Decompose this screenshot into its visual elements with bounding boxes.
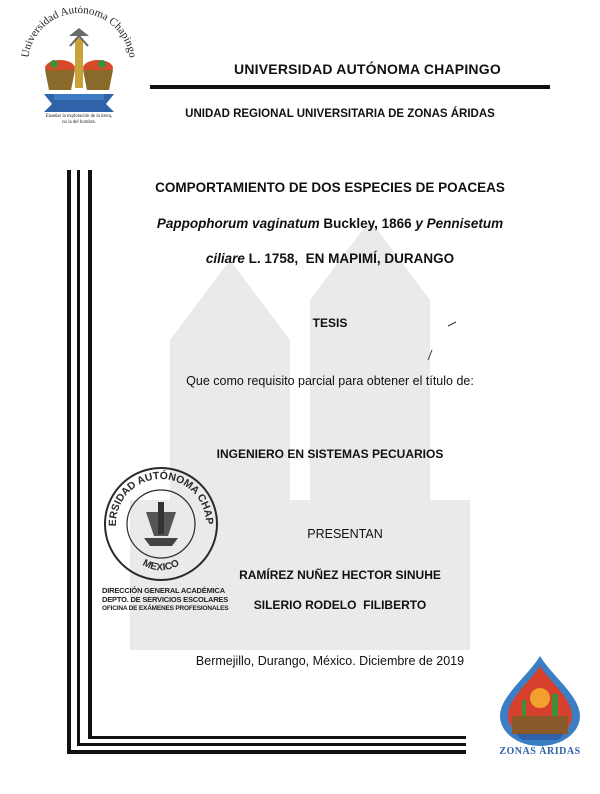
species-2-author-location: L. 1758, EN MAPIMÍ, DURANGO bbox=[244, 251, 455, 266]
species-1-author: Buckley, 1866 bbox=[319, 216, 416, 231]
species-2-genus: Pennisetum bbox=[422, 216, 504, 231]
stamp-bottom-text: MEXICO bbox=[140, 557, 182, 574]
svg-text:MEXICO bbox=[141, 558, 182, 574]
chapingo-emblem-icon bbox=[14, 6, 144, 118]
logo-motto-line1: Enseñar la explotación de la tierra, bbox=[45, 114, 113, 119]
frame-left-inner bbox=[88, 170, 92, 738]
species-2-epithet: ciliare bbox=[205, 251, 245, 266]
chapingo-logo bbox=[14, 6, 144, 136]
zonas-aridas-logo bbox=[492, 652, 588, 772]
stamp-line-1: DIRECCIÓN GENERAL ACADÉMICA bbox=[102, 586, 225, 595]
thesis-title-line2 bbox=[110, 216, 550, 231]
pen-mark-icon bbox=[420, 320, 460, 370]
zonas-aridas-drop-icon bbox=[492, 652, 588, 748]
thesis-title-line1: COMPORTAMIENTO DE DOS ESPECIES DE POACEAS bbox=[155, 180, 505, 195]
author-1: RAMÍREZ NUÑEZ HECTOR SINUHE bbox=[239, 568, 441, 582]
thesis-title-line3 bbox=[110, 251, 550, 266]
place-date: Bermejillo, Durango, México. Diciembre de 2019 bbox=[195, 654, 465, 668]
stamp-seal-icon bbox=[96, 462, 226, 584]
requirement-text: Que como requisito parcial para obtener el título de: bbox=[186, 374, 474, 388]
frame-left-outer bbox=[67, 170, 71, 754]
frame-left-middle bbox=[77, 170, 80, 746]
zonas-aridas-text: ZONAS ÁRIDAS bbox=[499, 746, 581, 757]
logo-motto bbox=[24, 114, 134, 126]
species-1-name: Pappophorum vaginatum bbox=[156, 216, 320, 231]
logo-arc-text: Universidad Autónoma Chapingo bbox=[19, 6, 139, 59]
frame-bottom-outer bbox=[67, 750, 466, 754]
present-label: PRESENTAN bbox=[307, 527, 383, 541]
university-name: UNIVERSIDAD AUTÓNOMA CHAPINGO bbox=[234, 61, 501, 77]
document-type: TESIS bbox=[312, 316, 348, 330]
stamp-arc-text: ERSIDAD AUTÓNOMA CHAP bbox=[106, 469, 216, 527]
header-divider bbox=[150, 85, 550, 89]
title-conjunction: y bbox=[415, 216, 423, 231]
frame-bottom-inner bbox=[88, 736, 466, 739]
author-2: SILERIO RODELO FILIBERTO bbox=[253, 598, 427, 612]
stamp-line-2: DEPTO. DE SERVICIOS ESCOLARES bbox=[102, 595, 229, 604]
logo-motto-line2: no la del hombre. bbox=[62, 120, 96, 125]
stamp-line-3: OFICINA DE EXÁMENES PROFESIONALES bbox=[102, 605, 229, 612]
degree-name: INGENIERO EN SISTEMAS PECUARIOS bbox=[216, 447, 444, 461]
frame-bottom-middle bbox=[77, 743, 466, 746]
unit-name: UNIDAD REGIONAL UNIVERSITARIA DE ZONAS ÁRIDAS bbox=[185, 108, 495, 120]
